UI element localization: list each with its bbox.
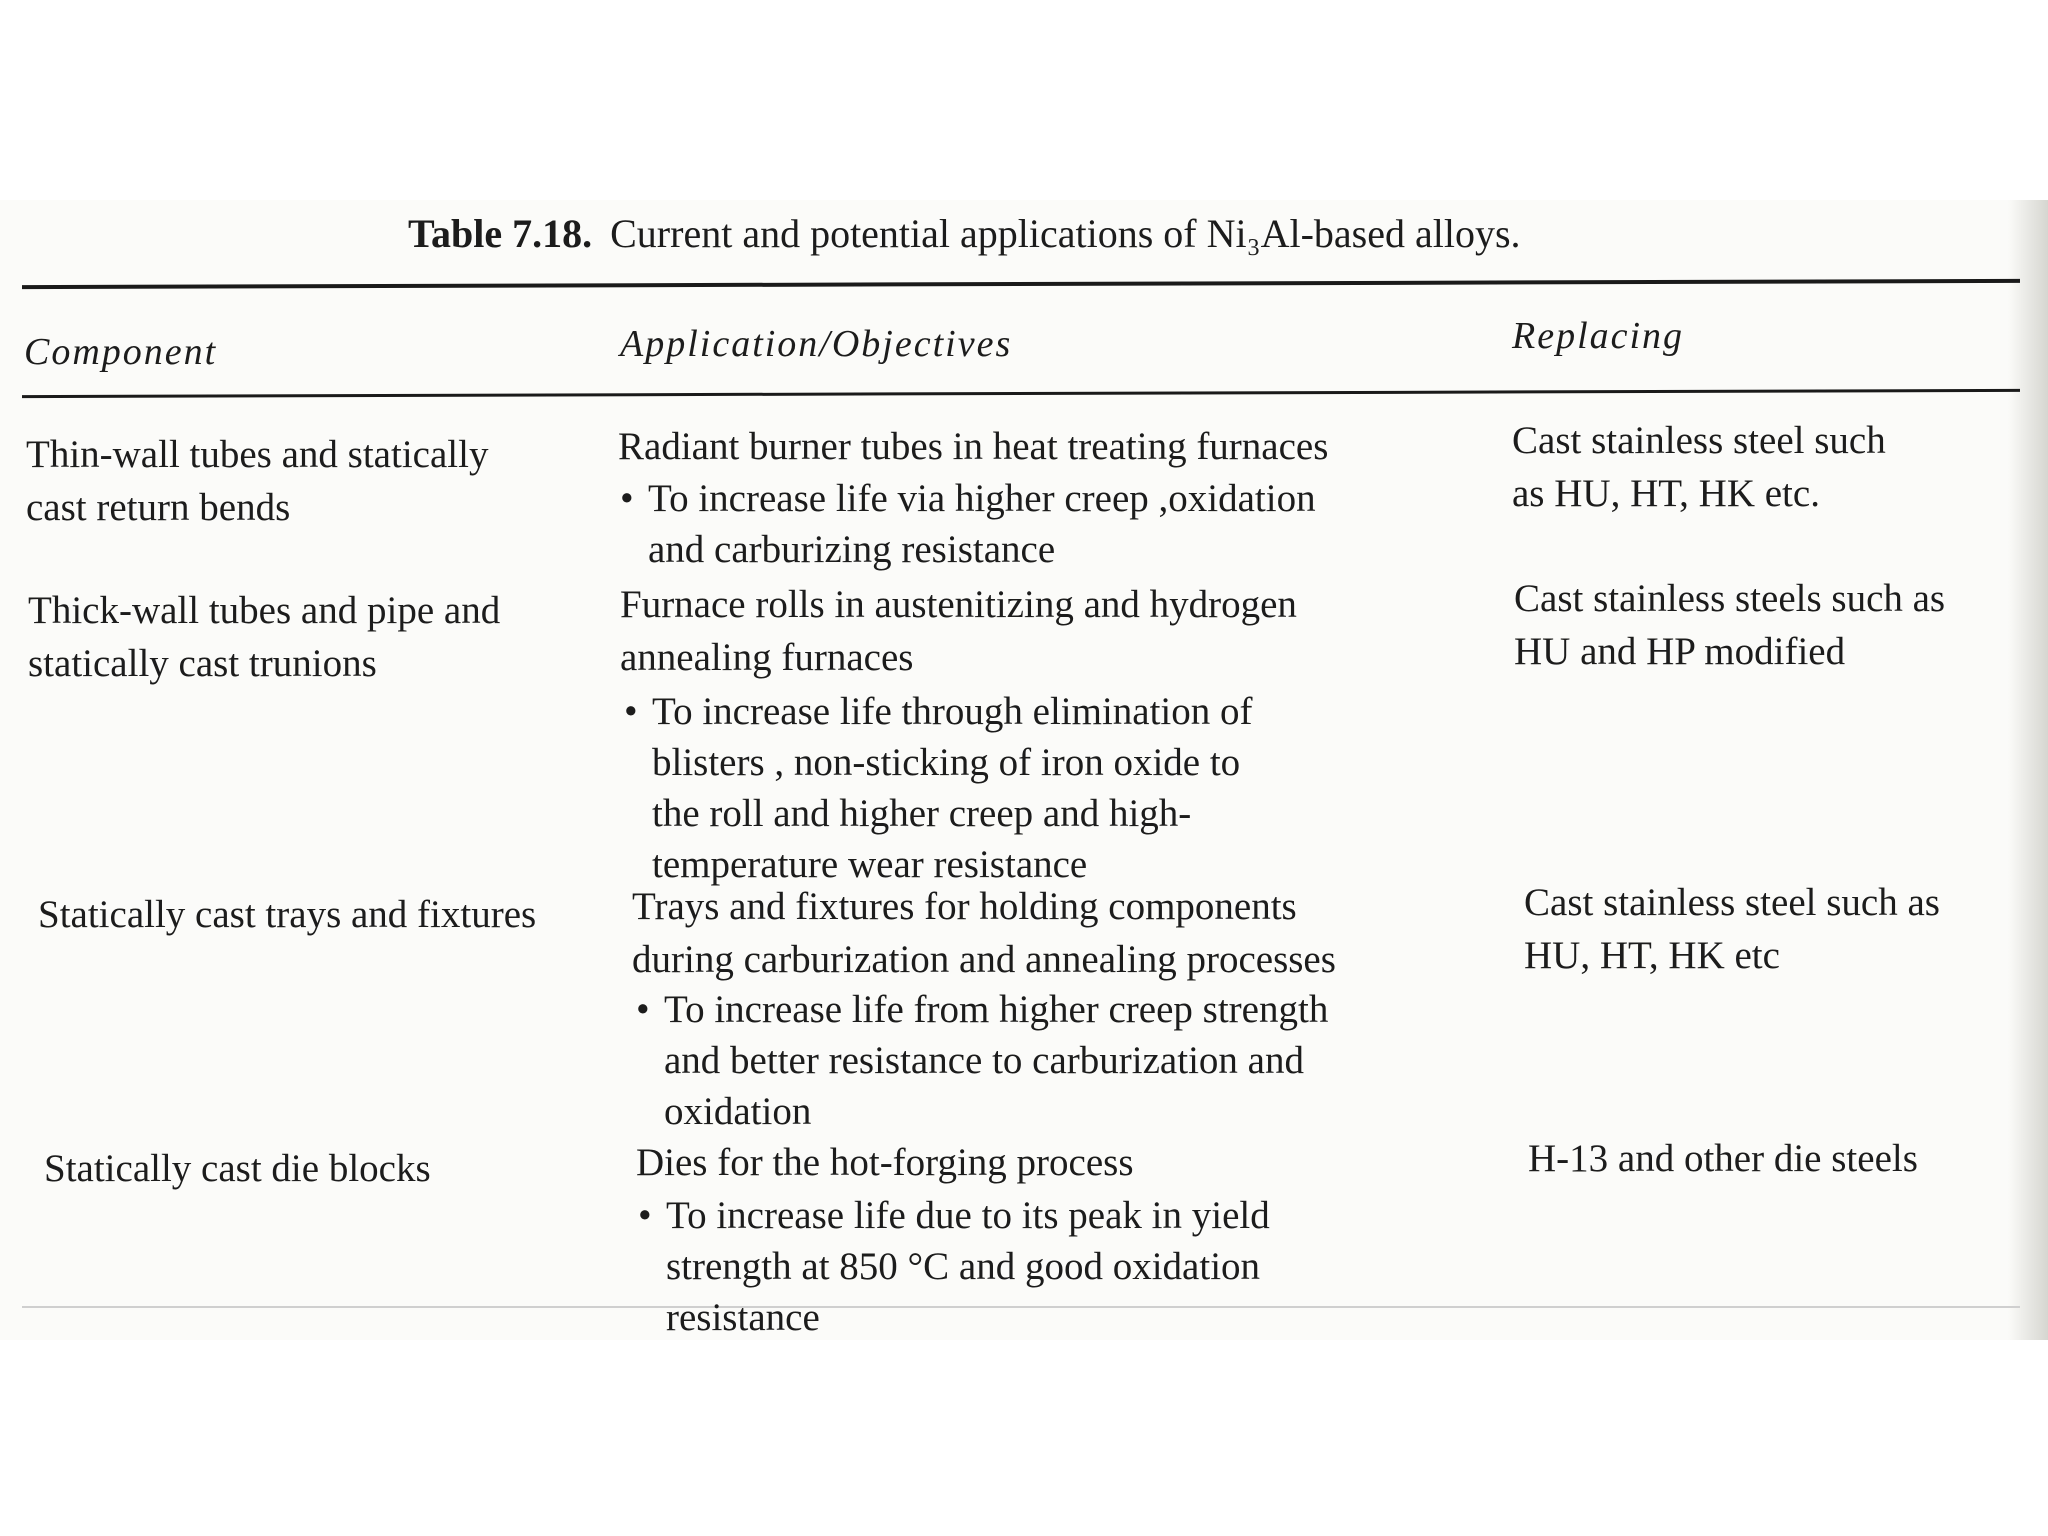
row-3-application: Trays and fixtures for holding components during carburization and annealing processes bbox=[632, 885, 1336, 981]
bullet-icon: • bbox=[620, 477, 634, 520]
row-3-objective-bullet: • To increase life from higher creep strength and better resistance to carburization and oxidation bbox=[636, 984, 1328, 1137]
row-3-replacing: Cast stainless steel such as HU, HT, HK etc bbox=[1524, 881, 1940, 977]
header-component: Component bbox=[24, 331, 218, 373]
row-2-replacing: Cast stainless steels such as HU and HP modified bbox=[1514, 577, 1946, 673]
row-2-component: Thick-wall tubes and pipe and statically cast trunions bbox=[28, 589, 501, 685]
row-4-application: Dies for the hot-forging process bbox=[636, 1141, 1134, 1184]
row-1-component: Thin-wall tubes and statically cast return bends bbox=[26, 433, 489, 529]
row-1-objective-bullet: • To increase life via higher creep ,oxidation and carburizing resistance bbox=[620, 473, 1316, 575]
row-2-application: Furnace rolls in austenitizing and hydrogen annealing furnaces bbox=[620, 583, 1297, 679]
row-2-objective-bullet: • To increase life through elimination of blisters , non-sticking of iron oxide to the roll and higher creep and high- temperature wear resistance bbox=[624, 686, 1253, 890]
page-edge-shadow bbox=[2008, 200, 2048, 1340]
table-caption-text: Current and potential applications of Ni₃Al-based alloys. bbox=[610, 211, 1521, 256]
row-1-application: Radiant burner tubes in heat treating furnaces bbox=[618, 425, 1329, 468]
table-caption-label: Table 7.18. bbox=[408, 211, 593, 256]
bullet-icon: • bbox=[638, 1194, 652, 1237]
row-4-component: Statically cast die blocks bbox=[44, 1147, 431, 1190]
row-1-replacing: Cast stainless steel such as HU, HT, HK etc. bbox=[1512, 419, 1886, 515]
header-replacing: Replacing bbox=[1512, 315, 1685, 357]
bullet-icon: • bbox=[624, 690, 638, 733]
bullet-icon: • bbox=[636, 988, 650, 1031]
row-4-replacing: H-13 and other die steels bbox=[1528, 1137, 1918, 1180]
row-3-component: Statically cast trays and fixtures bbox=[38, 893, 537, 936]
row-4-objective-bullet: • To increase life due to its peak in yield strength at 850 °C and good oxidation resistance bbox=[638, 1190, 1270, 1343]
header-application: Application/Objectives bbox=[620, 323, 1013, 365]
table-caption bbox=[408, 210, 1521, 257]
